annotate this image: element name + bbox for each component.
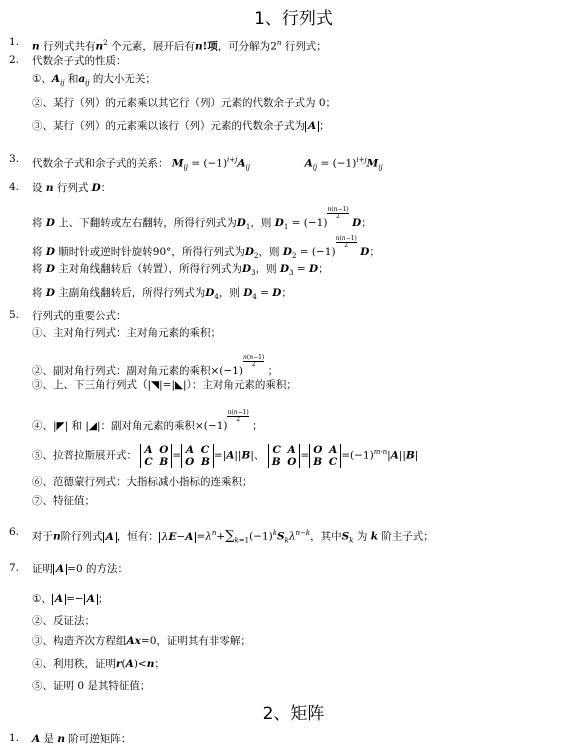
item-7-title: 证明 A =0 的方法： <box>32 563 128 575</box>
item-5-title: 行列式的重要公式： <box>32 310 127 322</box>
item-2c: ③、某行（列）的元素乘以该行（列）元素的代数余子式为 A ； <box>32 120 330 132</box>
item-number: 3. <box>9 153 20 165</box>
item-5g: ⑦、特征值； <box>32 495 95 507</box>
item-1: n 行列式共有$n^2$ 个元素，展开后有n!项，可分解为2$^n$ 行列式； <box>32 39 327 53</box>
item-4b: 将 D 顺时针或逆时针旋转90°，所得行列式为$D_2$，则 $D_2 = (-1)$ n(n−1) 2 D； <box>32 235 380 261</box>
item-7a: ①、 A =− A ； <box>32 593 109 605</box>
item-5b: ②、副对角行列式：副对角元素的乘积×(−1) n(n−1) 2 ； <box>32 354 279 377</box>
item-3: 代数余子式和余子式的关系： $M_{ij} = (-1)^{i+j}A_{ij}$ $A_{ij} = (-1)^{i+j}M_{ij}$ <box>32 156 383 172</box>
section-title-determinant: 1、行列式 <box>254 9 333 29</box>
item-2-title: 代数余子式的性质： <box>32 55 127 67</box>
item-2b: ②、某行（列）的元素乘以其它行（列）元素的代数余子式为 0； <box>32 97 337 109</box>
item-7e: ⑤、证明 0 是其特征值； <box>32 680 151 692</box>
section-title-matrix: 2、矩阵 <box>262 704 325 724</box>
item-number: 2. <box>9 54 20 66</box>
item-number: 1. <box>9 732 20 744</box>
item-2a: ①、$A_{ij}$ 和$a_{ij}$ 的大小无关； <box>32 73 156 88</box>
item-number: 1. <box>9 36 20 48</box>
item-5c: ③、上、下三角行列式（|◥|=|◣|）：主对角元素的乘积； <box>32 379 297 391</box>
item-5f: ⑥、范德蒙行列式：大指标减小指标的连乘积； <box>32 476 253 488</box>
item-7b: ②、反证法； <box>32 615 95 627</box>
item-number: 7. <box>9 562 20 574</box>
item-number: 6. <box>9 526 20 538</box>
matrix-item-1: A 是 n 阶可逆矩阵： <box>32 733 132 745</box>
item-6: 对于n阶行列式 A ，恒有： $\lambda E-A =\lambda^n+\sum_{k=1}(-1)^kS_k\lambda^{n-k}$，其中$S_k$ 为 k 阶主子式； <box>32 528 434 545</box>
item-5d: ④、|◤| 和 |◢|：副对角元素的乘积×(−1) n(n−1) 2 ； <box>32 409 263 432</box>
item-4a: 将 D 上、下翻转或左右翻转，所得行列式为$D_1$，则 $D_1 = (-1)$ n(n−1) 2 D； <box>32 206 372 232</box>
item-number: 5. <box>9 309 20 321</box>
item-4c: 将 D 主对角线翻转后（转置），所得行列式为$D_3$，则 $D_3 = D$； <box>32 263 329 278</box>
item-4d: 将 D 主副角线翻转后，所得行列式为$D_4$，则 $D_4 = D$； <box>32 287 292 302</box>
item-5a: ①、主对角行列式：主对角元素的乘积； <box>32 327 221 339</box>
item-4-title: 设 n 行列式 D： <box>32 182 112 194</box>
item-7c: ③、构造齐次方程组Ax=0，证明其有非零解； <box>32 635 251 647</box>
item-number: 4. <box>9 181 20 193</box>
item-5e: ⑤、拉普拉斯展开式： A O C B = A C O B =|A||B|、 C A B O = O A B $C =(-1)^{m\cdot n}|A||B|$ <box>32 443 419 468</box>
item-7d: ④、利用秩，证明r(A)<n； <box>32 658 165 670</box>
